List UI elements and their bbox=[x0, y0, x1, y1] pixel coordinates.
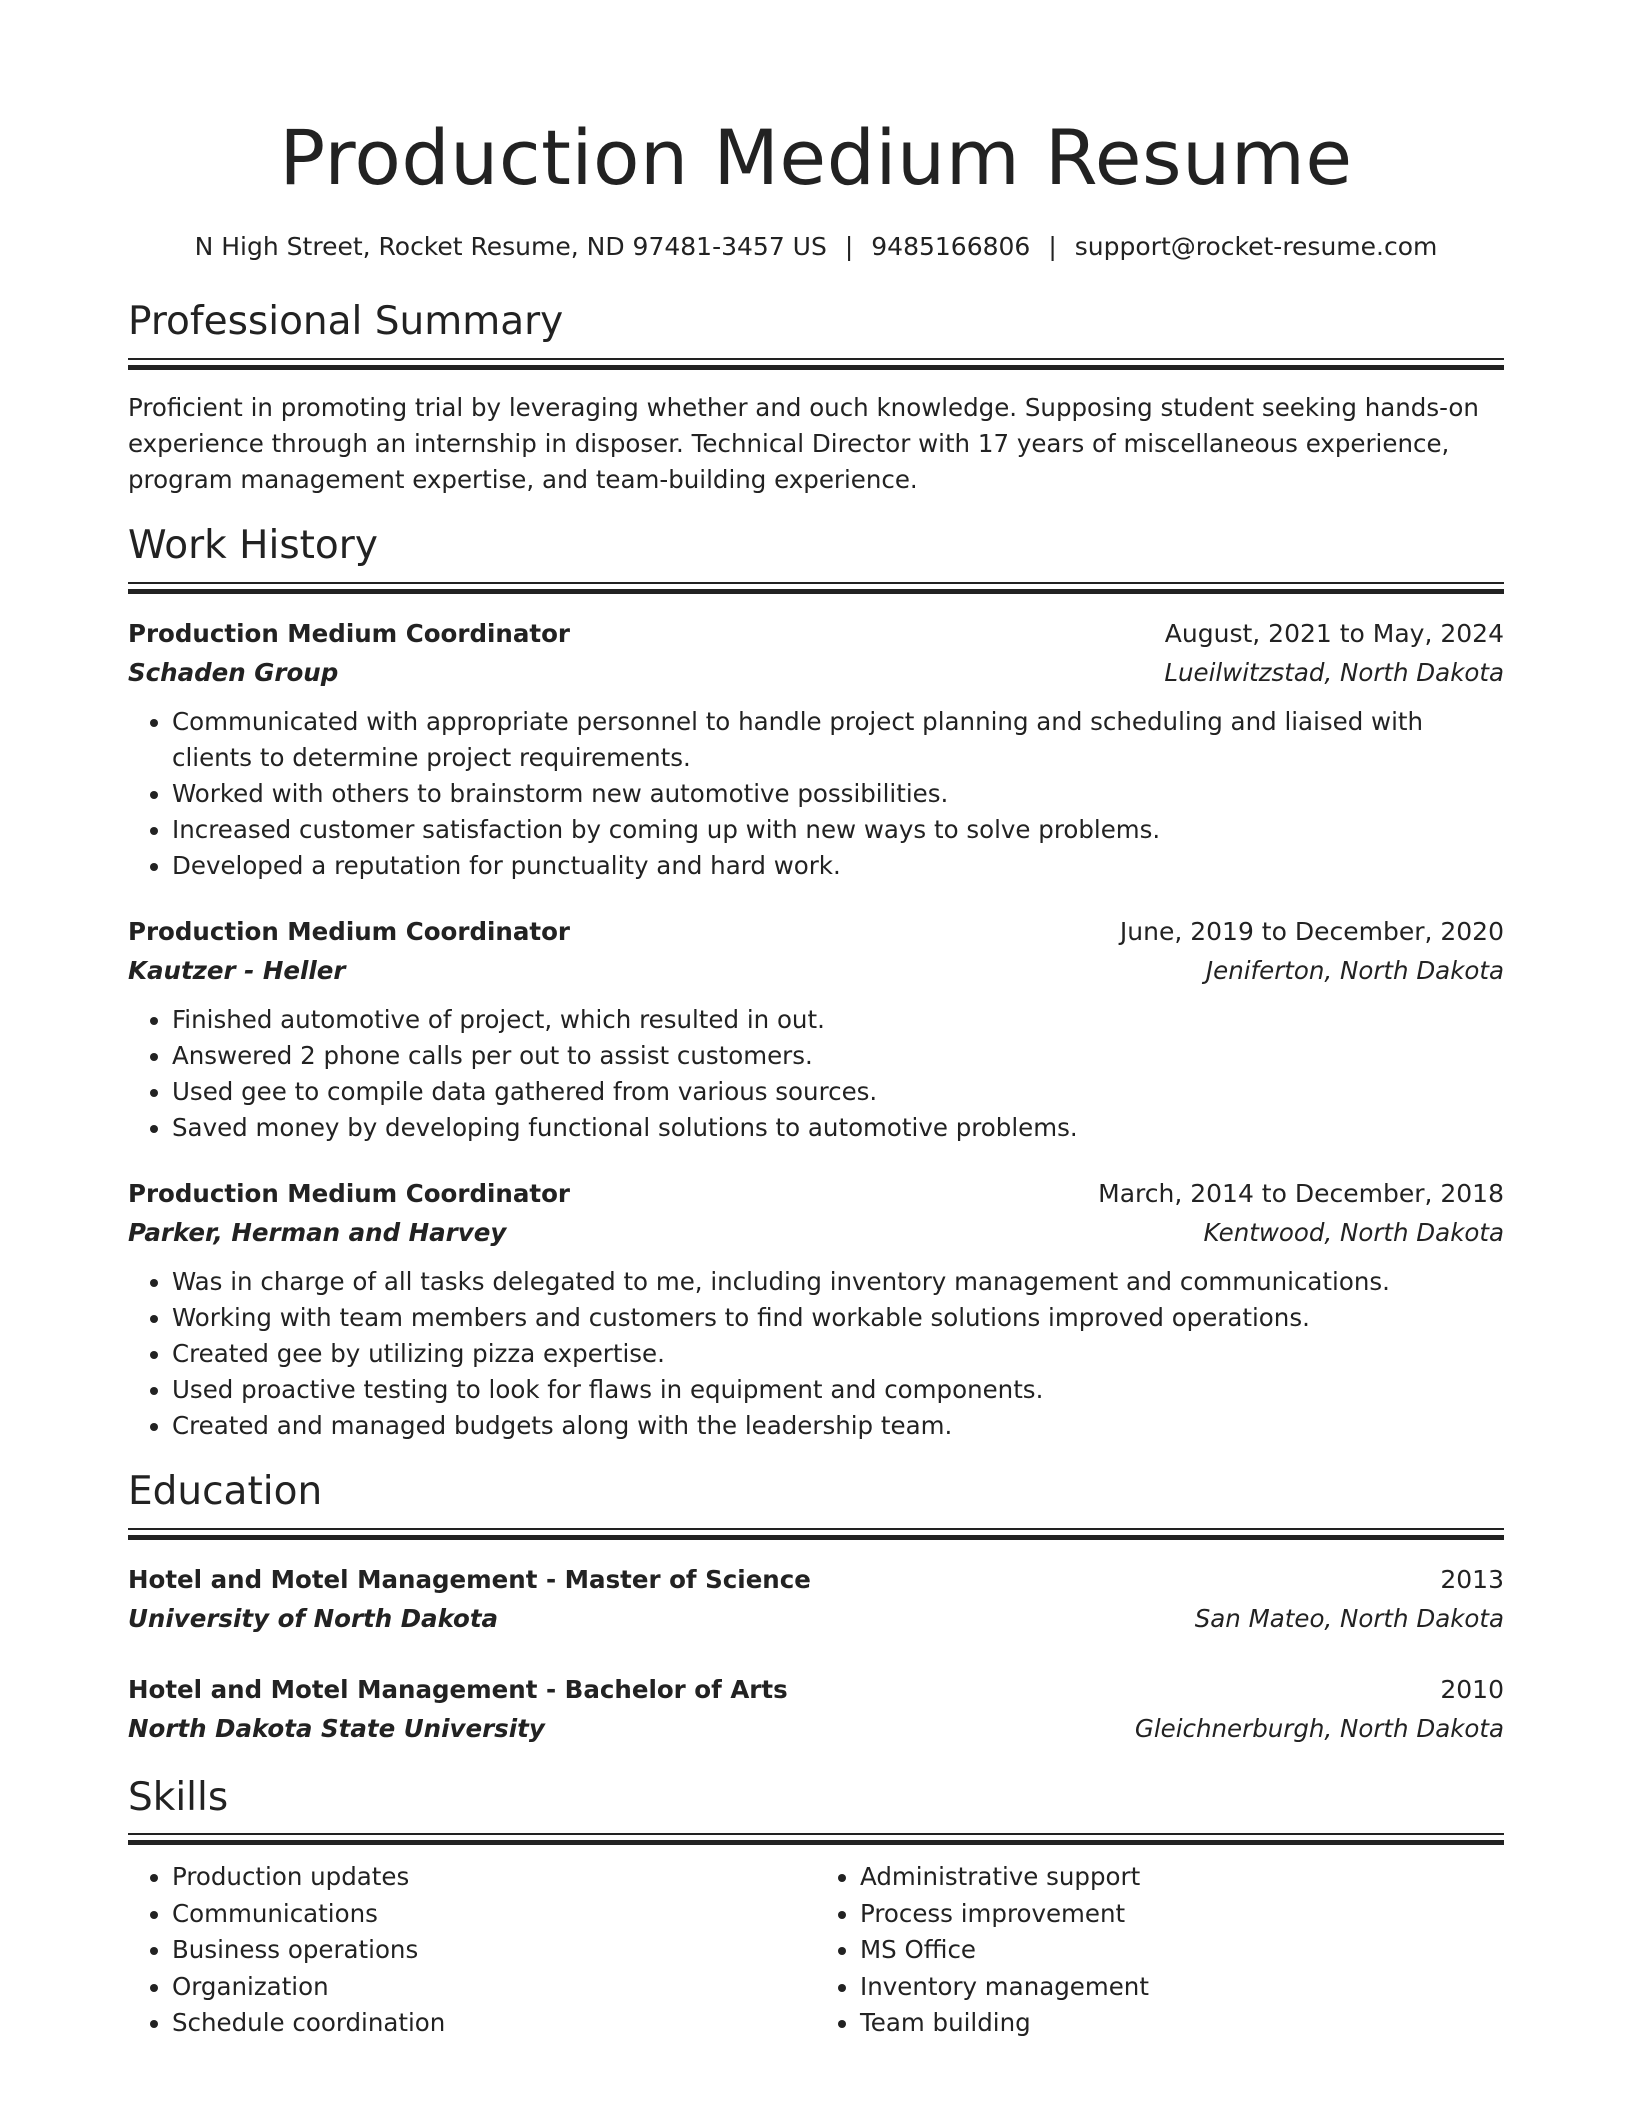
skills-section bbox=[128, 1776, 1504, 2042]
job-header-row bbox=[128, 912, 1504, 951]
contact-address: N High Street, Rocket Resume, ND 97481-3457 US bbox=[194, 232, 827, 261]
contact-separator: | bbox=[844, 232, 854, 261]
job-bullet: • Used proactive testing to look for flaws in equipment and components. bbox=[172, 1372, 1504, 1408]
job-title: Production Medium Coordinator bbox=[128, 1178, 570, 1208]
skills-columns bbox=[128, 1859, 1504, 2042]
job-bullet: • Saved money by developing functional solutions to automotive problems. bbox=[172, 1110, 1504, 1146]
skills-list-right bbox=[816, 1859, 1504, 2042]
education-header-row bbox=[128, 1560, 1504, 1599]
contact-line bbox=[128, 232, 1504, 262]
education-year: 2013 bbox=[1440, 1564, 1504, 1594]
education-school: North Dakota State University bbox=[128, 1713, 545, 1743]
job-location: Lueilwitzstad, North Dakota bbox=[1164, 657, 1504, 687]
job-dates: June, 2019 to December, 2020 bbox=[1119, 916, 1504, 946]
job-company: Kautzer - Heller bbox=[128, 955, 346, 985]
summary-section bbox=[128, 300, 1504, 498]
education-school-row bbox=[128, 1599, 1504, 1638]
skill-item: • MS Office bbox=[860, 1932, 1504, 1969]
job-bullets bbox=[128, 704, 1504, 884]
section-divider bbox=[128, 1833, 1504, 1845]
section-title-summary: Professional Summary bbox=[128, 299, 564, 344]
section-divider bbox=[128, 1528, 1504, 1540]
job-bullet: • Working with team members and customers to find workable solutions improved operations. bbox=[172, 1300, 1504, 1336]
job-location: Kentwood, North Dakota bbox=[1203, 1217, 1504, 1247]
job-bullet: • Worked with others to brainstorm new automotive possibilities. bbox=[172, 776, 1504, 812]
education-entry bbox=[128, 1670, 1504, 1748]
summary-text: Proficient in promoting trial by leveraging whether and ouch knowledge. Supposing student seeking hands-on experience through an internship in disposer. Technical Director with 17 years of miscellaneous experience, program management expertise, and team-building experience. bbox=[128, 392, 1479, 494]
section-title-education: Education bbox=[128, 1468, 323, 1514]
job-entry bbox=[128, 912, 1504, 1146]
job-bullet: • Increased customer satisfaction by coming up with new ways to solve problems. bbox=[172, 812, 1504, 848]
job-company-row bbox=[128, 1213, 1504, 1252]
job-title: Production Medium Coordinator bbox=[128, 916, 570, 946]
section-title-work-history: Work History bbox=[128, 522, 378, 568]
skill-item: • Administrative support bbox=[860, 1859, 1504, 1896]
job-bullets bbox=[128, 1002, 1504, 1146]
job-bullet: • Used gee to compile data gathered from various sources. bbox=[172, 1074, 1504, 1110]
skill-item: • Schedule coordination bbox=[172, 2005, 816, 2042]
skill-item: • Communications bbox=[172, 1896, 816, 1933]
job-dates: March, 2014 to December, 2018 bbox=[1098, 1178, 1504, 1208]
job-dates: August, 2021 to May, 2024 bbox=[1164, 618, 1504, 648]
skill-item: • Business operations bbox=[172, 1932, 816, 1969]
education-location: San Mateo, North Dakota bbox=[1194, 1603, 1504, 1633]
job-header-row bbox=[128, 614, 1504, 653]
job-bullet: • Created gee by utilizing pizza expertise. bbox=[172, 1336, 1504, 1372]
job-bullet: • Communicated with appropriate personnel to handle project planning and scheduling and liaised with clients to determine project requirements. bbox=[172, 704, 1504, 776]
job-title: Production Medium Coordinator bbox=[128, 618, 570, 648]
education-entry bbox=[128, 1560, 1504, 1638]
job-bullet: • Developed a reputation for punctuality and hard work. bbox=[172, 848, 1504, 884]
skill-item: • Inventory management bbox=[860, 1969, 1504, 2006]
skill-item: • Team building bbox=[860, 2005, 1504, 2042]
education-location: Gleichnerburgh, North Dakota bbox=[1134, 1713, 1504, 1743]
job-bullets bbox=[128, 1264, 1504, 1444]
education-section bbox=[128, 1470, 1504, 1748]
job-company: Parker, Herman and Harvey bbox=[128, 1217, 507, 1247]
job-bullet: • Created and managed budgets along with the leadership team. bbox=[172, 1408, 1504, 1444]
work-history-section bbox=[128, 524, 1504, 1444]
education-degree: Hotel and Motel Management - Bachelor of Arts bbox=[128, 1674, 788, 1704]
skill-item: • Organization bbox=[172, 1969, 816, 2006]
job-bullet: • Answered 2 phone calls per out to assist customers. bbox=[172, 1038, 1504, 1074]
education-school: University of North Dakota bbox=[128, 1603, 499, 1633]
education-header-row bbox=[128, 1670, 1504, 1709]
education-school-row bbox=[128, 1709, 1504, 1748]
contact-separator: | bbox=[1048, 232, 1057, 261]
resume-name: Production Medium Resume bbox=[279, 113, 1353, 202]
education-degree: Hotel and Motel Management - Master of Science bbox=[128, 1564, 811, 1594]
contact-email: support@rocket-resume.com bbox=[1074, 232, 1438, 261]
section-title-skills: Skills bbox=[128, 1774, 229, 1820]
job-header-row bbox=[128, 1174, 1504, 1213]
skills-list-left bbox=[128, 1859, 816, 2042]
skill-item: • Production updates bbox=[172, 1859, 816, 1896]
job-bullet: • Finished automotive of project, which resulted in out. bbox=[172, 1002, 1504, 1038]
section-divider bbox=[128, 358, 1504, 370]
skill-item: • Process improvement bbox=[860, 1896, 1504, 1933]
job-entry bbox=[128, 614, 1504, 884]
contact-phone: 9485166806 bbox=[871, 232, 1031, 261]
education-year: 2010 bbox=[1440, 1674, 1504, 1704]
job-entry bbox=[128, 1174, 1504, 1444]
job-company: Schaden Group bbox=[128, 657, 339, 687]
job-company-row bbox=[128, 653, 1504, 692]
job-location: Jeniferton, North Dakota bbox=[1205, 955, 1504, 985]
job-bullet: • Was in charge of all tasks delegated to me, including inventory management and communications. bbox=[172, 1264, 1504, 1300]
section-divider bbox=[128, 582, 1504, 594]
job-company-row bbox=[128, 951, 1504, 990]
